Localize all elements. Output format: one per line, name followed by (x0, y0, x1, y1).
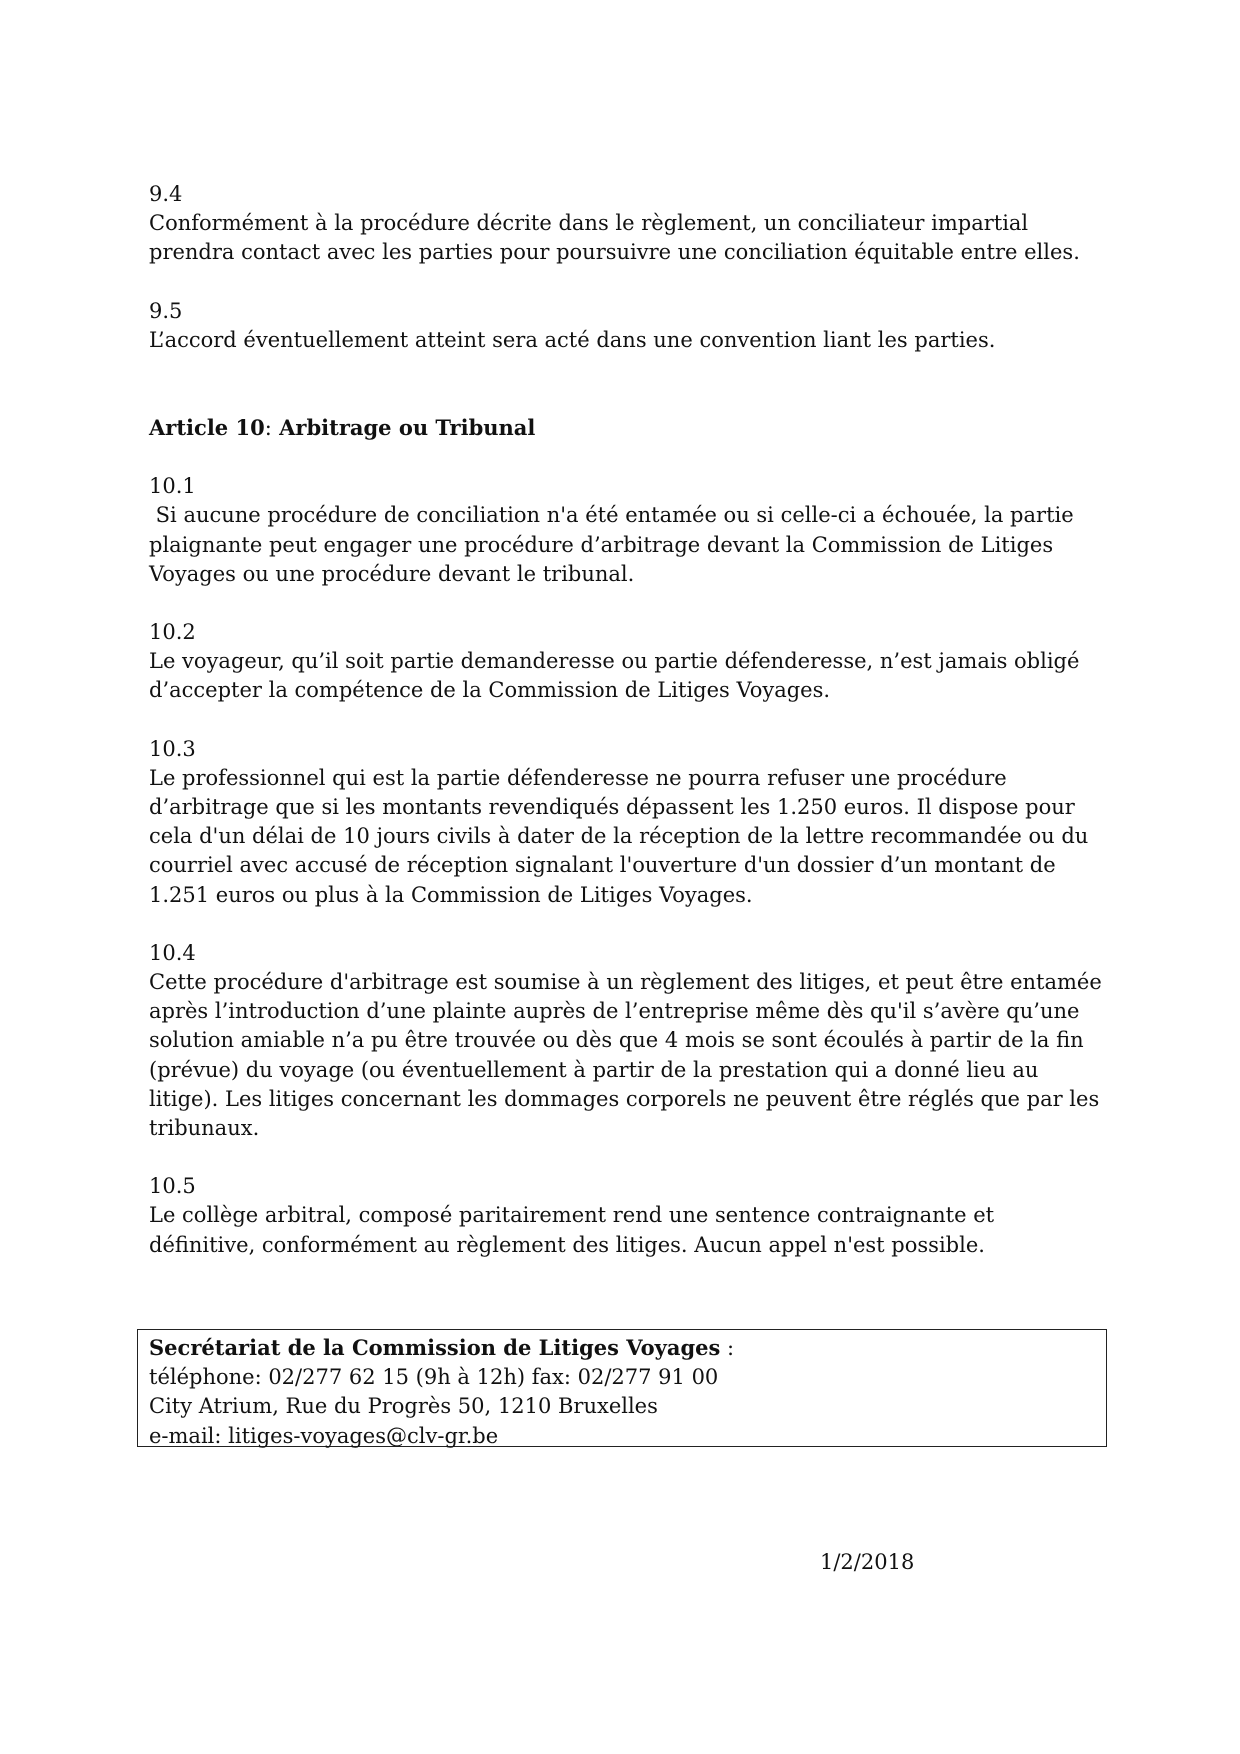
clause-text-line: (prévue) du voyage (ou éventuellement à partir de la prestation qui a donné lieu au (149, 1057, 1039, 1082)
clause-number: 10.4 (149, 940, 196, 965)
clause-text-line: prendra contact avec les parties pour poursuivre une conciliation équitable entre elles. (149, 240, 1080, 265)
contact-address: City Atrium, Rue du Progrès 50, 1210 Bruxelles (149, 1394, 658, 1419)
clause-number: 10.2 (149, 620, 196, 645)
article-label: Article 10 (149, 415, 265, 441)
clause-number: 10.5 (149, 1174, 196, 1199)
article-colon: : (264, 416, 272, 441)
secretariat-contact-box (137, 1329, 1107, 1447)
clause-text-line: courriel avec accusé de réception signalant l'ouverture d'un dossier d’un montant de (149, 853, 1056, 878)
clause-text-line: cela d'un délai de 10 jours civils à dater de la réception de la lettre recommandée ou du (149, 824, 1089, 849)
clause-number: 10.3 (149, 736, 196, 761)
clause-10-4 (149, 939, 1109, 1143)
clause-number: 9.4 (149, 182, 183, 206)
contact-phone: téléphone: 02/277 62 15 (9h à 12h) fax: 02/277 91 00 (149, 1365, 719, 1390)
contact-title-line (149, 1333, 1095, 1363)
clause-text-line: d’arbitrage que si les montants revendiqués dépassent les 1.250 euros. Il dispose pour (149, 795, 1075, 820)
clause-text-line: solution amiable n’a pu être trouvée ou dès que 4 mois se sont écoulés à partir de la fin (149, 1028, 1084, 1053)
contact-title: Secrétariat de la Commission de Litiges Voyages (149, 1335, 721, 1360)
contact-email: e-mail: litiges-voyages@clv-gr.be (149, 1423, 499, 1448)
clause-text-line: Cette procédure d'arbitrage est soumise à un règlement des litiges, et peut être entamée (149, 970, 1102, 995)
clause-text-line: L’accord éventuellement atteint sera acté dans une convention liant les parties. (149, 327, 996, 352)
clause-text-line: Le professionnel qui est la partie défenderesse ne pourra refuser une procédure (149, 765, 1007, 790)
clause-10-5 (149, 1172, 1109, 1260)
clause-text-line: d’accepter la compétence de la Commission de Litiges Voyages. (149, 678, 831, 703)
article-title: Arbitrage ou Tribunal (279, 415, 536, 441)
clause-text-line: définitive, conformément au règlement des litiges. Aucun appel n'est possible. (149, 1232, 985, 1257)
clause-10-2 (149, 618, 1109, 706)
clause-text-line: plaignante peut engager une procédure d’arbitrage devant la Commission de Litiges (149, 532, 1054, 557)
clause-text-line: Voyages ou une procédure devant le tribunal. (149, 561, 635, 586)
clause-text-line: Si aucune procédure de conciliation n'a été entamée ou si celle-ci a échouée, la partie (149, 503, 1074, 528)
clause-10-3 (149, 735, 1109, 910)
clause-text-line: tribunaux. (149, 1116, 260, 1141)
clause-number: 9.5 (149, 298, 183, 323)
clause-9-5 (149, 297, 1109, 355)
clause-text-line: Conformément à la procédure décrite dans le règlement, un conciliateur impartial (149, 211, 1029, 236)
clause-text-line: Le collège arbitral, composé paritairement rend une sentence contraignante et (149, 1203, 995, 1228)
article-heading (149, 413, 1109, 443)
clause-text-line: 1.251 euros ou plus à la Commission de Litiges Voyages. (149, 882, 753, 907)
contact-title-suffix: : (720, 1336, 735, 1360)
document-body (149, 180, 1109, 1289)
clause-text-line: après l’introduction d’une plainte auprès de l’entreprise même dès qu'il s’avère qu’une (149, 999, 1080, 1024)
clause-number: 10.1 (149, 474, 196, 499)
clause-10-1 (149, 472, 1109, 589)
clause-9-4 (149, 180, 1109, 268)
clause-text-line: litige). Les litiges concernant les dommages corporels ne peuvent être réglés que par les (149, 1086, 1100, 1111)
clause-text-line: Le voyageur, qu’il soit partie demanderesse ou partie défenderesse, n’est jamais obligé (149, 649, 1080, 674)
document-date: 1/2/2018 (820, 1550, 915, 1574)
